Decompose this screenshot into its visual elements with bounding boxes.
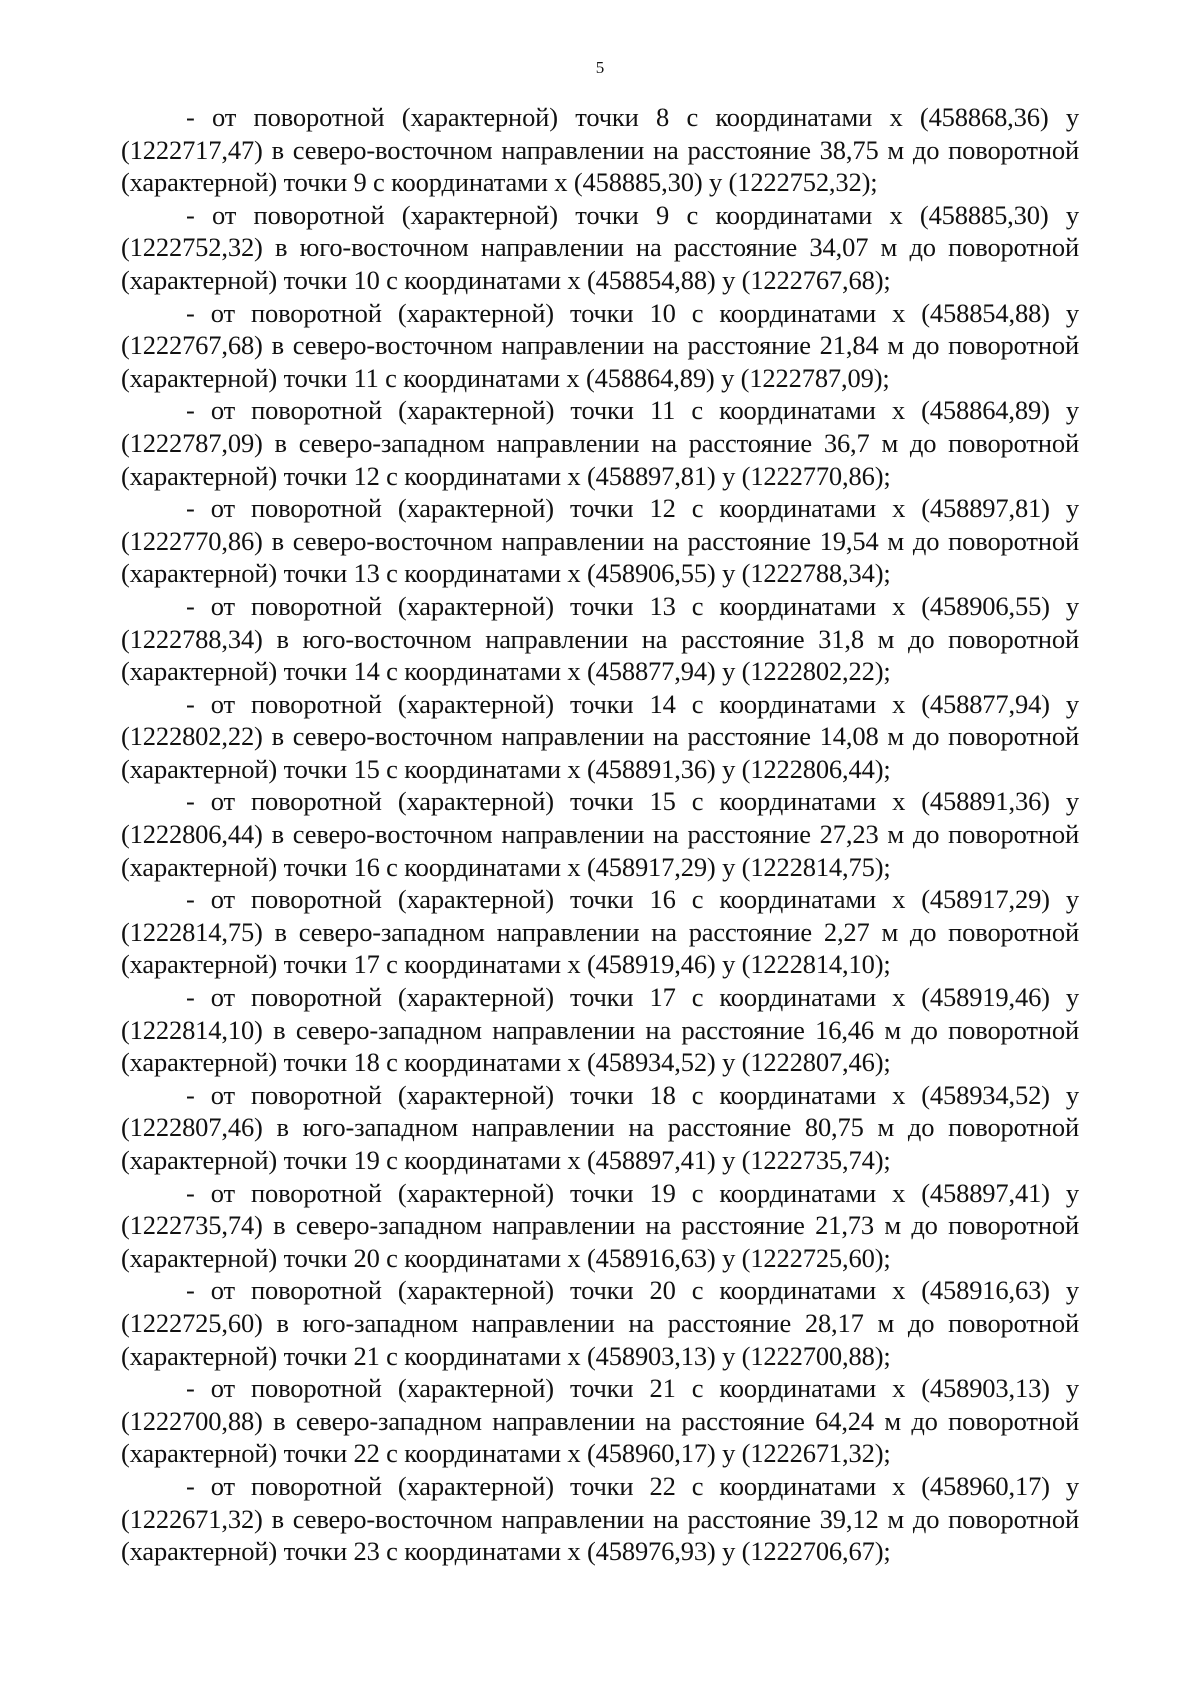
boundary-segment-paragraph: - от поворотной (характерной) точки 16 с координатами х (458917,29) у (1222814,75) в северо-западном направлении на расстояние 2,27 м до поворотной (характерной) точки 17 с координатами х (458919,46) у (1222814,10); [121, 884, 1079, 980]
boundary-segment-paragraph: - от поворотной (характерной) точки 8 с координатами х (458868,36) у (1222717,47) в северо-восточном направлении на расстояние 38,75 м до поворотной (характерной) точки 9 с координатами х (458885,30) у (1222752,32); [121, 102, 1079, 198]
boundary-segment-paragraph: - от поворотной (характерной) точки 20 с координатами х (458916,63) у (1222725,60) в юго-западном направлении на расстояние 28,17 м до поворотной (характерной) точки 21 с координатами х (458903,13) у (1222700,88); [121, 1275, 1079, 1371]
boundary-segment-paragraph: - от поворотной (характерной) точки 10 с координатами х (458854,88) у (1222767,68) в северо-восточном направлении на расстояние 21,84 м до поворотной (характерной) точки 11 с координатами х (458864,89) у (1222787,09); [121, 297, 1079, 393]
boundary-segment-paragraph: - от поворотной (характерной) точки 21 с координатами х (458903,13) у (1222700,88) в северо-западном направлении на расстояние 64,24 м до поворотной (характерной) точки 22 с координатами х (458960,17) у (1222671,32); [121, 1373, 1079, 1469]
boundary-segment-paragraph: - от поворотной (характерной) точки 15 с координатами х (458891,36) у (1222806,44) в северо-восточном направлении на расстояние 27,23 м до поворотной (характерной) точки 16 с координатами х (458917,29) у (1222814,75); [121, 786, 1079, 882]
boundary-segment-paragraph: - от поворотной (характерной) точки 19 с координатами х (458897,41) у (1222735,74) в северо-западном направлении на расстояние 21,73 м до поворотной (характерной) точки 20 с координатами х (458916,63) у (1222725,60); [121, 1177, 1079, 1273]
boundary-segment-paragraph: - от поворотной (характерной) точки 9 с координатами х (458885,30) у (1222752,32) в юго-восточном направлении на расстояние 34,07 м до поворотной (характерной) точки 10 с координатами х (458854,88) у (1222767,68); [121, 199, 1079, 295]
page-number: 5 [595, 58, 605, 77]
boundary-segment-paragraph: - от поворотной (характерной) точки 12 с координатами х (458897,81) у (1222770,86) в северо-восточном направлении на расстояние 19,54 м до поворотной (характерной) точки 13 с координатами х (458906,55) у (1222788,34); [121, 493, 1079, 589]
boundary-segment-paragraph: - от поворотной (характерной) точки 13 с координатами х (458906,55) у (1222788,34) в юго-восточном направлении на расстояние 31,8 м до поворотной (характерной) точки 14 с координатами х (458877,94) у (1222802,22); [121, 590, 1079, 687]
boundary-description [121, 101, 1079, 1568]
boundary-segment-paragraph: - от поворотной (характерной) точки 17 с координатами х (458919,46) у (1222814,10) в северо-западном направлении на расстояние 16,46 м до поворотной (характерной) точки 18 с координатами х (458934,52) у (1222807,46); [121, 982, 1079, 1078]
boundary-segment-paragraph: - от поворотной (характерной) точки 18 с координатами х (458934,52) у (1222807,46) в юго-западном направлении на расстояние 80,75 м до поворотной (характерной) точки 19 с координатами х (458897,41) у (1222735,74); [121, 1079, 1079, 1175]
boundary-segment-paragraph: - от поворотной (характерной) точки 22 с координатами х (458960,17) у (1222671,32) в северо-восточном направлении на расстояние 39,12 м до поворотной (характерной) точки 23 с координатами х (458976,93) у (1222706,67); [121, 1470, 1079, 1567]
boundary-segment-paragraph: - от поворотной (характерной) точки 11 с координатами х (458864,89) у (1222787,09) в северо-западном направлении на расстояние 36,7 м до поворотной (характерной) точки 12 с координатами х (458897,81) у (1222770,86); [121, 395, 1079, 491]
boundary-segment-paragraph: - от поворотной (характерной) точки 14 с координатами х (458877,94) у (1222802,22) в северо-восточном направлении на расстояние 14,08 м до поворотной (характерной) точки 15 с координатами х (458891,36) у (1222806,44); [121, 688, 1079, 784]
